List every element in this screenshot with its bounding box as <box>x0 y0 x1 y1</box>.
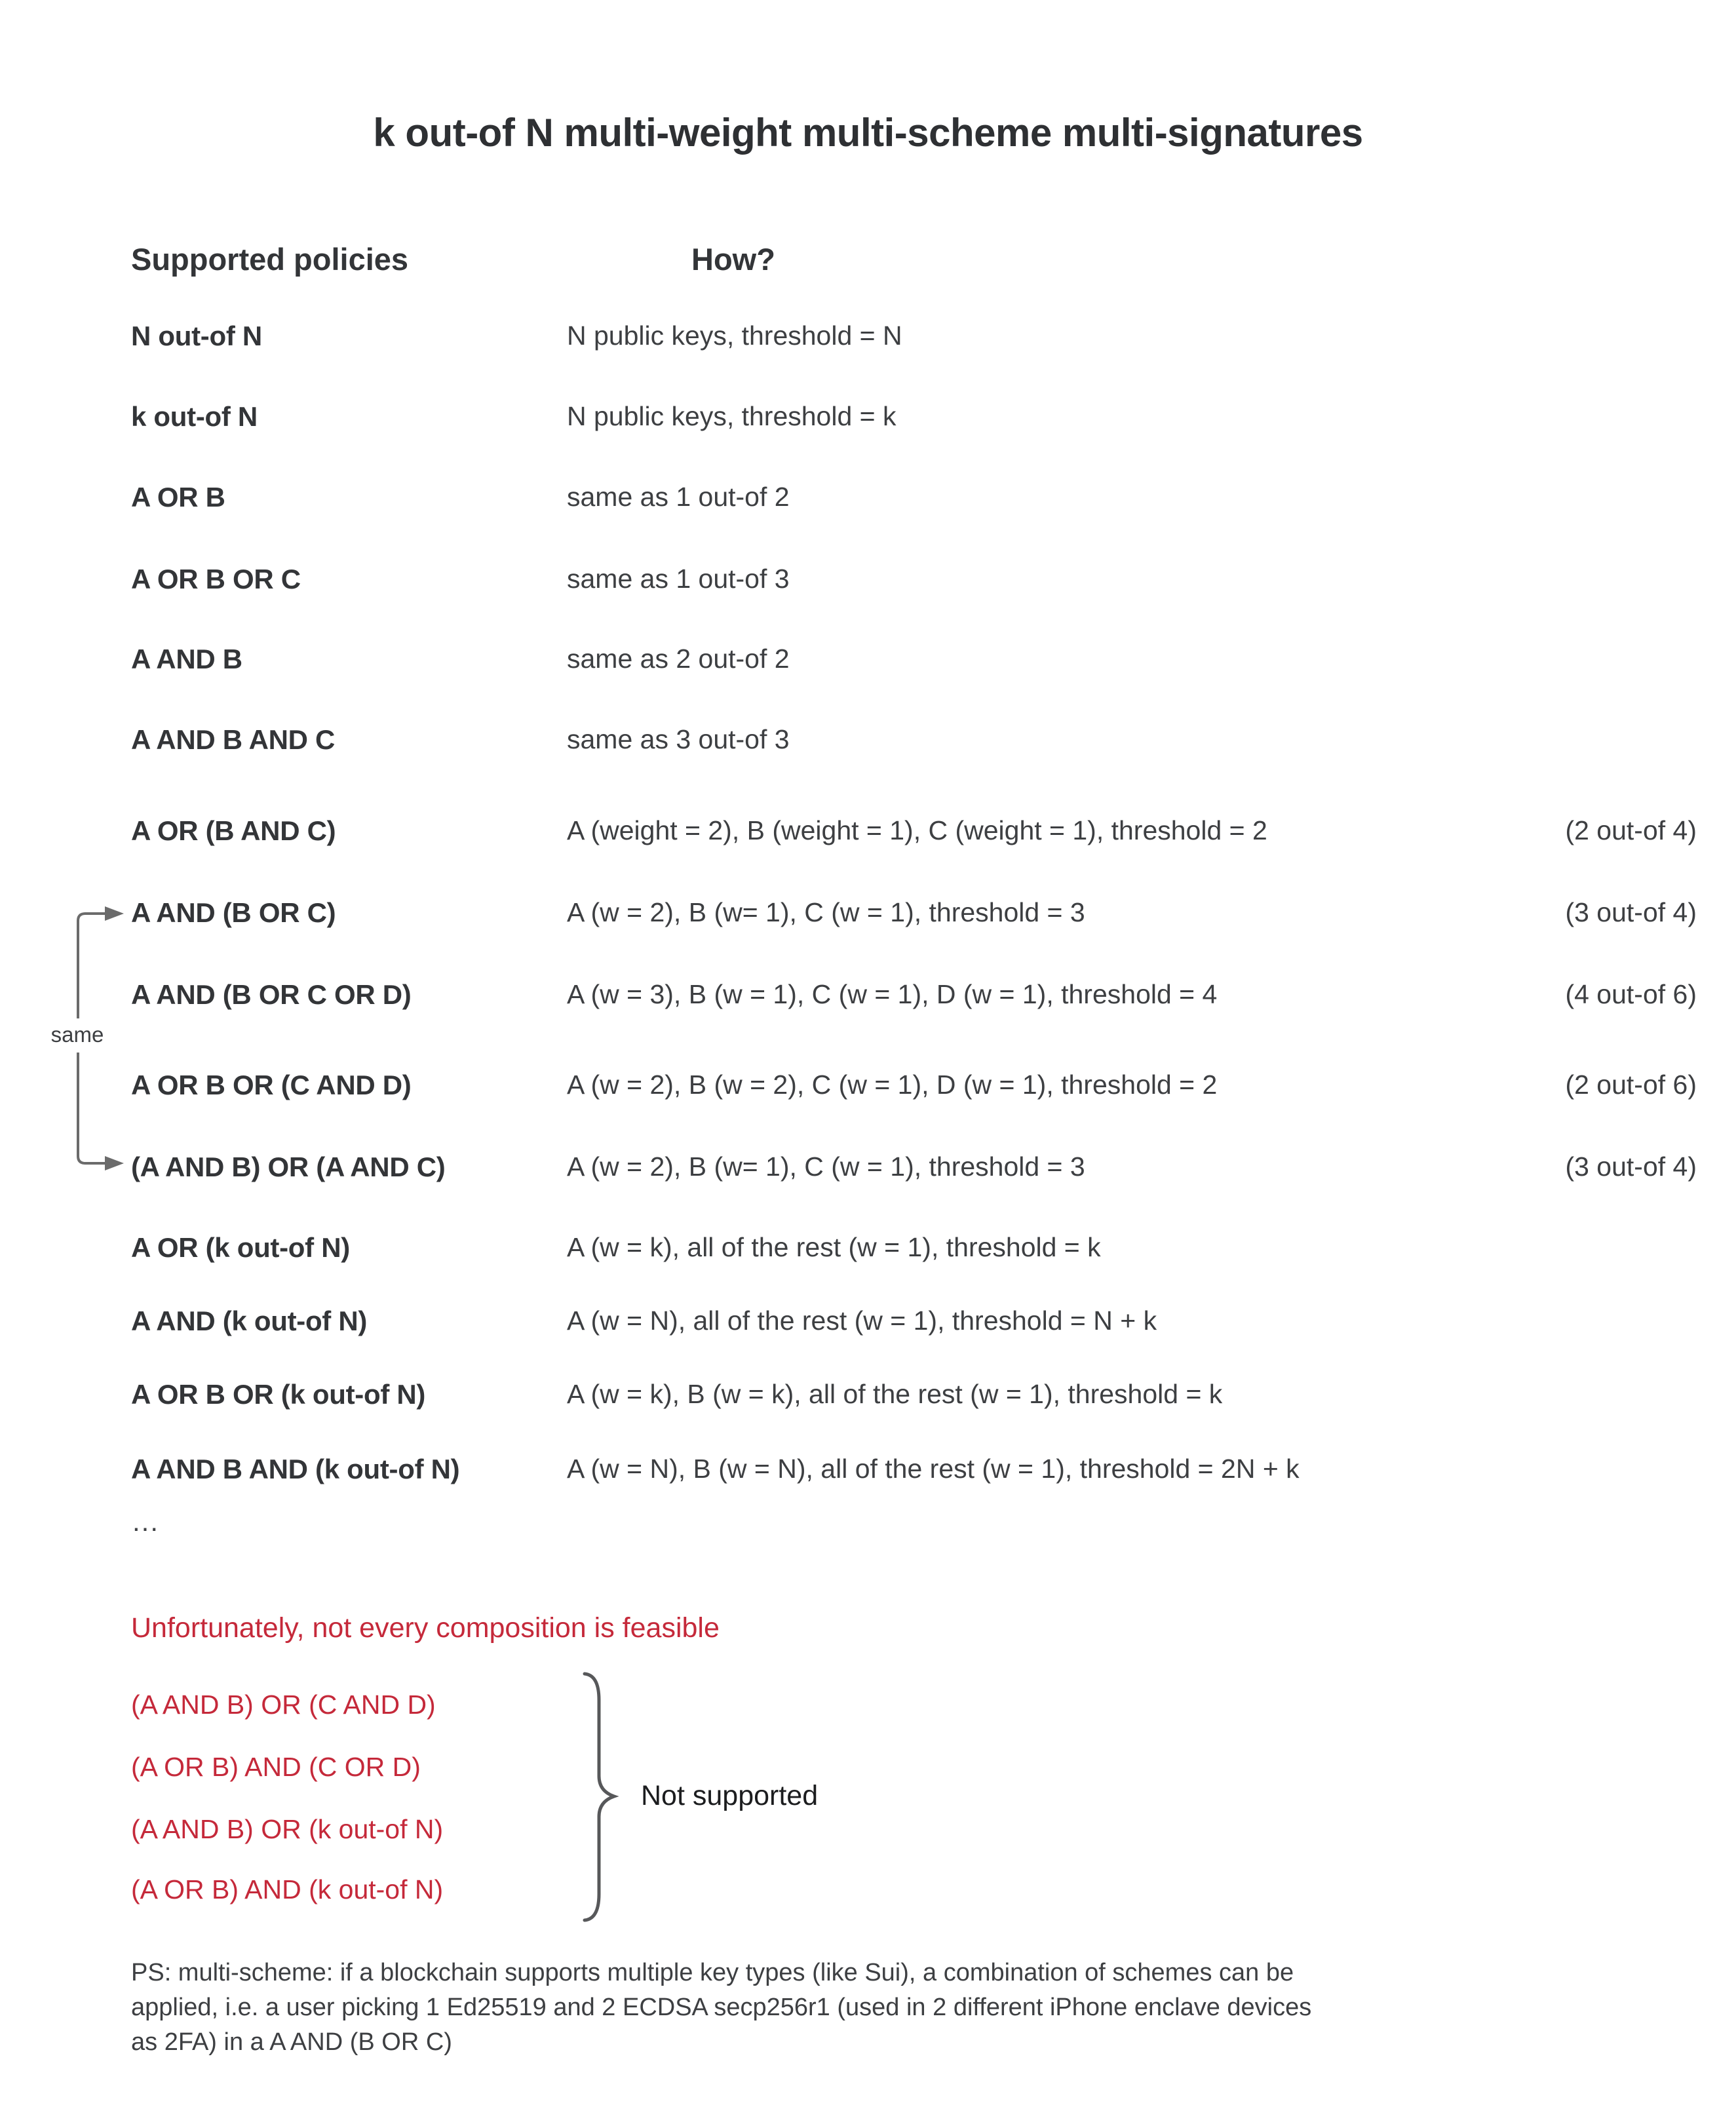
policy-label: A OR B OR (C AND D) <box>131 1070 412 1100</box>
infeasible-item: (A OR B) AND (C OR D) <box>131 1752 421 1782</box>
infeasible-item: (A AND B) OR (k out-of N) <box>131 1814 444 1844</box>
policy-label: N out-of N <box>131 320 262 351</box>
table-row <box>131 815 1697 849</box>
equivalence-note: (2 out-of 4) <box>1565 815 1697 845</box>
policy-label: A AND B <box>131 644 242 674</box>
table-row <box>131 401 1697 435</box>
equivalence-note: (4 out-of 6) <box>1565 979 1697 1009</box>
table-row <box>131 320 1697 355</box>
curly-brace <box>577 1671 623 1923</box>
not-supported-label: Not supported <box>641 1780 819 1811</box>
how-text: A (w = k), B (w = k), all of the rest (w = 1), threshold = k <box>567 1379 1223 1409</box>
table-row <box>131 644 1697 678</box>
how-text: same as 3 out-of 3 <box>567 724 790 754</box>
policy-label: A AND B AND C <box>131 724 336 755</box>
ps-note-line: as 2FA) in a A AND (B OR C) <box>131 2028 452 2056</box>
policy-label: A OR B OR C <box>131 564 301 594</box>
policy-label: A OR B OR (k out-of N) <box>131 1379 426 1410</box>
table-row <box>131 897 1697 931</box>
policy-label: A AND B AND (k out-of N) <box>131 1454 460 1484</box>
table-row <box>131 979 1697 1013</box>
equivalence-note: (2 out-of 6) <box>1565 1070 1697 1100</box>
policy-label: (A AND B) OR (A AND C) <box>131 1151 446 1182</box>
how-text: A (w = N), all of the rest (w = 1), threshold = N + k <box>567 1305 1157 1336</box>
arrowhead-bottom <box>105 1156 124 1170</box>
policy-label: A AND (B OR C OR D) <box>131 979 412 1010</box>
table-row <box>131 1305 1697 1340</box>
how-text: A (w = 3), B (w = 1), C (w = 1), D (w = 1), threshold = 4 <box>567 979 1218 1009</box>
how-text: A (w = 2), B (w= 1), C (w = 1), threshold = 3 <box>567 1151 1085 1182</box>
how-text: same as 2 out-of 2 <box>567 644 790 674</box>
policy-label: A OR (B AND C) <box>131 815 336 846</box>
how-text: A (w = k), all of the rest (w = 1), threshold = k <box>567 1232 1101 1262</box>
how-text: same as 1 out-of 2 <box>567 482 790 512</box>
page-title: k out-of N multi-weight multi-scheme multi-signatures <box>373 111 1363 155</box>
arrowhead-top <box>105 906 124 921</box>
ps-note <box>131 1956 1665 2060</box>
policy-label: k out-of N <box>131 401 258 432</box>
how-text: A (w = N), B (w = N), all of the rest (w = 1), threshold = 2N + k <box>567 1454 1300 1484</box>
table-header-row <box>131 241 1697 278</box>
ps-note-line: PS: multi-scheme: if a blockchain supports multiple key types (like Sui), a combination of schemes can be <box>131 1959 1294 1986</box>
table-row <box>131 1070 1697 1104</box>
ps-note-line: applied, i.e. a user picking 1 Ed25519 and 2 ECDSA secp256r1 (used in 2 different iPhone enclave devices <box>131 1994 1312 2021</box>
same-label: same <box>38 1022 117 1047</box>
table-row <box>131 1232 1697 1266</box>
infeasible-heading: Unfortunately, not every composition is feasible <box>131 1612 720 1644</box>
how-text: same as 1 out-of 3 <box>567 564 790 594</box>
policy-label: A AND (B OR C) <box>131 897 336 928</box>
policy-label: A AND (k out-of N) <box>131 1305 368 1336</box>
how-text: A (w = 2), B (w = 2), C (w = 1), D (w = 1), threshold = 2 <box>567 1070 1218 1100</box>
column-header-how: How? <box>691 242 775 277</box>
how-text: N public keys, threshold = N <box>567 320 902 351</box>
policy-label: A OR B <box>131 482 225 512</box>
column-header-supported-policies: Supported policies <box>131 242 409 277</box>
table-row <box>131 564 1697 598</box>
how-text: N public keys, threshold = k <box>567 401 897 431</box>
infeasible-item: (A AND B) OR (C AND D) <box>131 1690 436 1720</box>
ellipsis-more-rows: ... <box>132 1506 160 1537</box>
how-text: A (w = 2), B (w= 1), C (w = 1), threshold = 3 <box>567 897 1085 927</box>
table-row <box>131 482 1697 516</box>
table-row <box>131 1454 1697 1488</box>
how-text: A (weight = 2), B (weight = 1), C (weight = 1), threshold = 2 <box>567 815 1267 845</box>
table-row <box>131 724 1697 758</box>
equivalence-note: (3 out-of 4) <box>1565 897 1697 927</box>
equivalence-note: (3 out-of 4) <box>1565 1151 1697 1182</box>
infeasible-item: (A OR B) AND (k out-of N) <box>131 1874 444 1904</box>
table-row <box>131 1151 1697 1186</box>
policy-label: A OR (k out-of N) <box>131 1232 350 1263</box>
table-row <box>131 1379 1697 1413</box>
